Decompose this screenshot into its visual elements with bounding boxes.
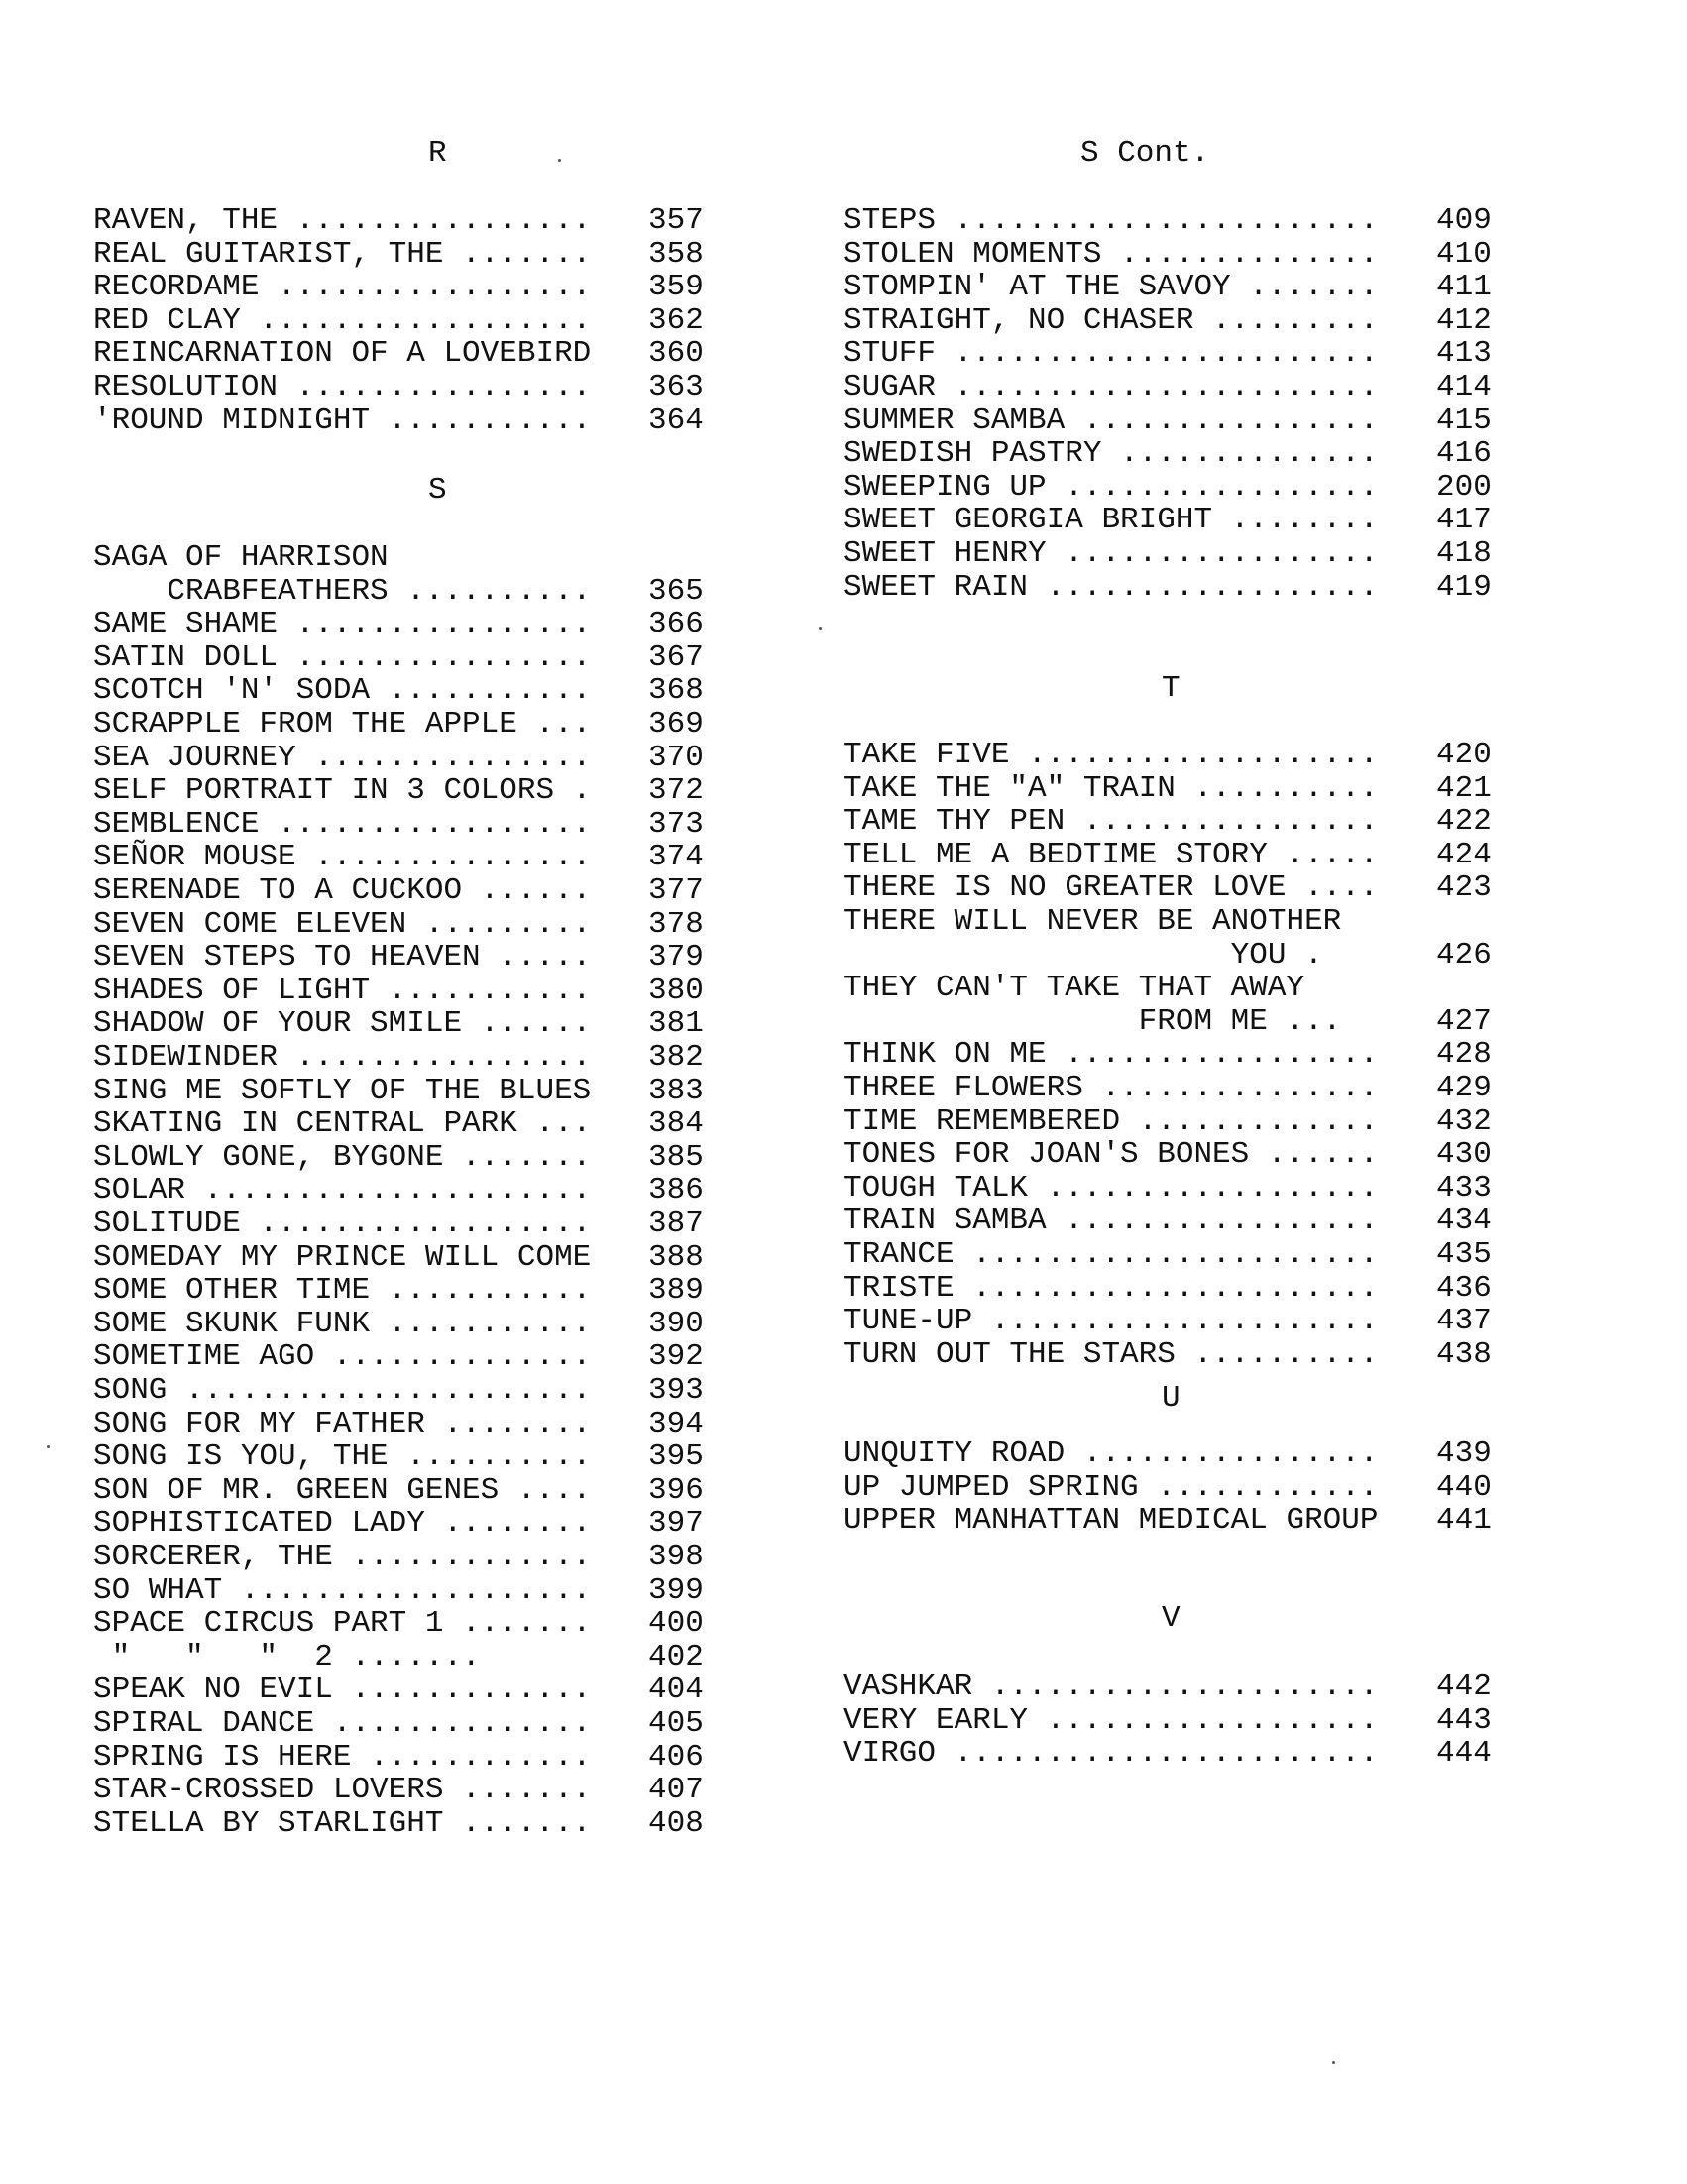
list-item-page: 393 — [648, 1373, 704, 1408]
list-item-page: 434 — [1436, 1204, 1492, 1239]
list-item-title: VIRGO ....................... — [844, 1736, 1379, 1772]
list-item-title: SKATING IN CENTRAL PARK ... — [93, 1106, 592, 1142]
list-item-title: SHADES OF LIGHT ........... — [93, 973, 592, 1008]
list-item-page: 382 — [648, 1040, 704, 1075]
list-item-title: TIME REMEMBERED ............. — [844, 1103, 1379, 1139]
list-item-page: 432 — [1436, 1103, 1492, 1139]
list-item-page: 379 — [648, 940, 704, 976]
list-item-page: 390 — [648, 1306, 704, 1341]
list-item-page: 388 — [648, 1239, 704, 1275]
list-item-page: 399 — [648, 1572, 704, 1608]
list-item-title: REAL GUITARIST, THE ....... — [93, 236, 592, 272]
list-item-title: TUNE-UP ..................... — [844, 1304, 1379, 1339]
list-item-page: 387 — [648, 1207, 704, 1241]
list-item-title: SEVEN STEPS TO HEAVEN ..... — [93, 940, 592, 976]
list-item-page: 422 — [1436, 804, 1492, 840]
list-item-title: SATIN DOLL ................ — [93, 639, 592, 675]
list-item-page: 409 — [1436, 203, 1492, 238]
list-item-page: 414 — [1436, 370, 1492, 404]
list-item-saga-line2: CRABFEATHERS .......... — [93, 573, 592, 609]
list-item-saga-line1: SAGA OF HARRISON — [93, 540, 389, 575]
list-item-page: 413 — [1436, 336, 1492, 372]
list-item-title: " " " 2 ....... — [93, 1639, 481, 1674]
list-item-title: UP JUMPED SPRING ............ — [844, 1469, 1379, 1505]
list-item-page: 420 — [1436, 738, 1492, 772]
list-item-title: SONG FOR MY FATHER ........ — [93, 1406, 592, 1441]
list-item-title: SOME OTHER TIME ........... — [93, 1273, 592, 1309]
scan-speck — [1332, 2061, 1335, 2064]
list-item-title: STELLA BY STARLIGHT ....... — [93, 1805, 592, 1841]
list-item-title: TRAIN SAMBA ................. — [844, 1204, 1379, 1239]
list-item-page: 360 — [648, 336, 704, 372]
list-item-page: 435 — [1436, 1237, 1492, 1272]
list-item-title: STUFF ....................... — [844, 336, 1379, 372]
list-item-page: 381 — [648, 1006, 704, 1042]
list-item-page: 406 — [648, 1739, 704, 1775]
list-item-page: 368 — [648, 673, 704, 709]
list-item-title: 'ROUND MIDNIGHT ........... — [93, 402, 592, 438]
list-item-title: THERE IS NO GREATER LOVE .... — [844, 870, 1379, 906]
list-item-title: STOMPIN' AT THE SAVOY ....... — [844, 270, 1379, 305]
list-item-title: TAKE THE "A" TRAIN .......... — [844, 770, 1379, 806]
list-item-title: SPIRAL DANCE .............. — [93, 1706, 592, 1741]
list-item-page: 423 — [1436, 870, 1492, 906]
list-item-title: SOMETIME AGO .............. — [93, 1339, 592, 1375]
list-item-title: STAR-CROSSED LOVERS ....... — [93, 1773, 592, 1808]
heading-u: U — [1162, 1381, 1181, 1416]
list-item-page: 385 — [648, 1139, 704, 1175]
list-item-page: 444 — [1436, 1736, 1492, 1772]
list-item-title: SLOWLY GONE, BYGONE ....... — [93, 1139, 592, 1175]
list-item-page: 396 — [648, 1472, 704, 1508]
heading-t: T — [1162, 671, 1181, 706]
list-item-page: 440 — [1436, 1469, 1492, 1505]
list-item-title: SWEET RAIN .................. — [844, 569, 1379, 605]
list-item-title: SIDEWINDER ................ — [93, 1040, 592, 1075]
list-item-title: VASHKAR ..................... — [844, 1669, 1379, 1704]
list-item-title: SELF PORTRAIT IN 3 COLORS . — [93, 773, 592, 809]
list-item-title: SORCERER, THE ............. — [93, 1540, 592, 1574]
list-item-page: 430 — [1436, 1137, 1492, 1173]
list-item-saga-page: 365 — [648, 573, 704, 609]
list-item-title: SOLAR ..................... — [93, 1173, 592, 1208]
list-item-page: 407 — [648, 1773, 704, 1808]
list-item-page: 374 — [648, 840, 704, 875]
scan-speck — [47, 1445, 50, 1448]
list-item-away-page: 427 — [1436, 1003, 1492, 1039]
list-item-title: SOPHISTICATED LADY ........ — [93, 1506, 592, 1542]
list-item-page: 366 — [648, 607, 704, 642]
list-item-title: TAME THY PEN ................ — [844, 804, 1379, 840]
list-item-another-line1: THERE WILL NEVER BE ANOTHER — [844, 904, 1342, 939]
heading-r: R — [428, 136, 447, 171]
list-item-page: 392 — [648, 1339, 704, 1375]
list-item-title: SHADOW OF YOUR SMILE ...... — [93, 1006, 592, 1042]
list-item-page: 200 — [1436, 469, 1492, 505]
list-item-page: 369 — [648, 707, 704, 742]
list-item-page: 439 — [1436, 1437, 1492, 1471]
list-item-page: 357 — [648, 203, 704, 238]
list-item-another-page: 426 — [1436, 937, 1492, 973]
list-item-title: SOLITUDE .................. — [93, 1207, 592, 1241]
heading-s-cont: S Cont. — [1080, 136, 1210, 171]
list-item-page: 417 — [1436, 503, 1492, 538]
list-item-title: SCRAPPLE FROM THE APPLE ... — [93, 707, 592, 742]
list-item-title: SWEET GEORGIA BRIGHT ........ — [844, 503, 1379, 538]
list-item-title: RESOLUTION ................ — [93, 370, 592, 404]
list-item-title: SEMBLENCE ................. — [93, 806, 592, 842]
scan-speck — [819, 627, 822, 630]
list-item-page: 404 — [648, 1672, 704, 1708]
list-item-page: 367 — [648, 639, 704, 675]
list-item-page: 436 — [1436, 1270, 1492, 1306]
list-item-page: 400 — [648, 1606, 704, 1642]
list-item-title: TRISTE ...................... — [844, 1270, 1379, 1306]
list-item-page: 395 — [648, 1439, 704, 1475]
list-item-page: 442 — [1436, 1669, 1492, 1704]
list-item-title: SOMEDAY MY PRINCE WILL COME — [93, 1239, 592, 1275]
list-item-page: 373 — [648, 806, 704, 842]
list-item-away-line1: THEY CAN'T TAKE THAT AWAY — [844, 971, 1305, 1006]
list-item-page: 397 — [648, 1506, 704, 1542]
list-item-title: SONG IS YOU, THE .......... — [93, 1439, 592, 1475]
list-item-title: SAME SHAME ................ — [93, 607, 592, 642]
list-item-title: SEA JOURNEY ............... — [93, 740, 592, 775]
list-item-page: 419 — [1436, 569, 1492, 605]
list-item-title: SEVEN COME ELEVEN ......... — [93, 906, 592, 942]
list-item-title: SONG ...................... — [93, 1373, 592, 1408]
list-item-page: 437 — [1436, 1304, 1492, 1339]
list-item-page: 362 — [648, 302, 704, 338]
list-item-page: 398 — [648, 1540, 704, 1574]
list-item-title: TONES FOR JOAN'S BONES ...... — [844, 1137, 1379, 1173]
list-item-title: SPEAK NO EVIL ............. — [93, 1672, 592, 1708]
list-item-page: 408 — [648, 1805, 704, 1841]
list-item-another-line2: YOU . — [844, 937, 1323, 973]
list-item-title: TELL ME A BEDTIME STORY ..... — [844, 837, 1379, 872]
list-item-page: 359 — [648, 270, 704, 305]
list-item-page: 415 — [1436, 402, 1492, 438]
heading-s: S — [428, 473, 447, 508]
list-item-title: TRANCE ...................... — [844, 1237, 1379, 1272]
list-item-page: 428 — [1436, 1037, 1492, 1073]
list-item-page: 380 — [648, 973, 704, 1008]
list-item-title: STOLEN MOMENTS .............. — [844, 236, 1379, 272]
list-item-title: RECORDAME ................. — [93, 270, 592, 305]
list-item-title: UPPER MANHATTAN MEDICAL GROUP — [844, 1503, 1379, 1539]
list-item-title: SERENADE TO A CUCKOO ...... — [93, 873, 592, 908]
list-item-page: 358 — [648, 236, 704, 272]
list-item-page: 386 — [648, 1173, 704, 1208]
list-item-page: 443 — [1436, 1702, 1492, 1738]
list-item-title: VERY EARLY .................. — [844, 1702, 1379, 1738]
list-item-title: SON OF MR. GREEN GENES .... — [93, 1472, 592, 1508]
list-item-away-line2: FROM ME ... — [844, 1003, 1342, 1039]
list-item-page: 429 — [1436, 1071, 1492, 1105]
list-item-page: 389 — [648, 1273, 704, 1309]
list-item-title: REINCARNATION OF A LOVEBIRD — [93, 336, 592, 372]
list-item-page: 438 — [1436, 1336, 1492, 1372]
index-column-left — [93, 0, 704, 1841]
list-item-page: 402 — [648, 1639, 704, 1674]
list-item-page: 378 — [648, 906, 704, 942]
list-item-title: SPACE CIRCUS PART 1 ....... — [93, 1606, 592, 1642]
list-item-page: 394 — [648, 1406, 704, 1441]
list-item-title: THREE FLOWERS ............... — [844, 1071, 1379, 1105]
list-item-page: 377 — [648, 873, 704, 908]
scan-speck — [558, 159, 561, 162]
list-item-title: RED CLAY .................. — [93, 302, 592, 338]
list-item-title: SPRING IS HERE ............ — [93, 1739, 592, 1775]
list-item-page: 363 — [648, 370, 704, 404]
list-item-title: STEPS ....................... — [844, 203, 1379, 238]
list-item-page: 433 — [1436, 1170, 1492, 1206]
list-item-title: SOME SKUNK FUNK ........... — [93, 1306, 592, 1341]
list-item-page: 405 — [648, 1706, 704, 1741]
list-item-title: THINK ON ME ................. — [844, 1037, 1379, 1073]
list-item-page: 383 — [648, 1073, 704, 1108]
heading-v: V — [1162, 1601, 1181, 1636]
list-item-title: RAVEN, THE ................ — [93, 203, 592, 238]
list-item-page: 410 — [1436, 236, 1492, 272]
list-item-page: 412 — [1436, 302, 1492, 338]
list-item-title: STRAIGHT, NO CHASER ......... — [844, 302, 1379, 338]
list-item-title: SEÑOR MOUSE ............... — [93, 840, 592, 875]
list-item-page: 370 — [648, 740, 704, 775]
list-item-page: 364 — [648, 402, 704, 438]
list-item-title: SING ME SOFTLY OF THE BLUES — [93, 1073, 592, 1108]
list-item-title: SWEEPING UP ................. — [844, 469, 1379, 505]
list-item-title: TAKE FIVE ................... — [844, 738, 1379, 772]
list-item-title: SUMMER SAMBA ................ — [844, 402, 1379, 438]
list-item-title: TURN OUT THE STARS .......... — [844, 1336, 1379, 1372]
list-item-page: 421 — [1436, 770, 1492, 806]
list-item-title: UNQUITY ROAD ................ — [844, 1437, 1379, 1471]
list-item-title: SWEDISH PASTRY .............. — [844, 436, 1379, 472]
list-item-page: 411 — [1436, 270, 1492, 305]
list-item-page: 424 — [1436, 837, 1492, 872]
list-item-title: SO WHAT ................... — [93, 1572, 592, 1608]
list-item-title: SUGAR ....................... — [844, 370, 1379, 404]
list-item-page: 441 — [1436, 1503, 1492, 1539]
list-item-title: TOUGH TALK .................. — [844, 1170, 1379, 1206]
list-item-page: 384 — [648, 1106, 704, 1142]
list-item-title: SWEET HENRY ................. — [844, 536, 1379, 571]
list-item-page: 418 — [1436, 536, 1492, 571]
list-item-page: 416 — [1436, 436, 1492, 472]
list-item-title: SCOTCH 'N' SODA ........... — [93, 673, 592, 709]
list-item-page: 372 — [648, 773, 704, 809]
